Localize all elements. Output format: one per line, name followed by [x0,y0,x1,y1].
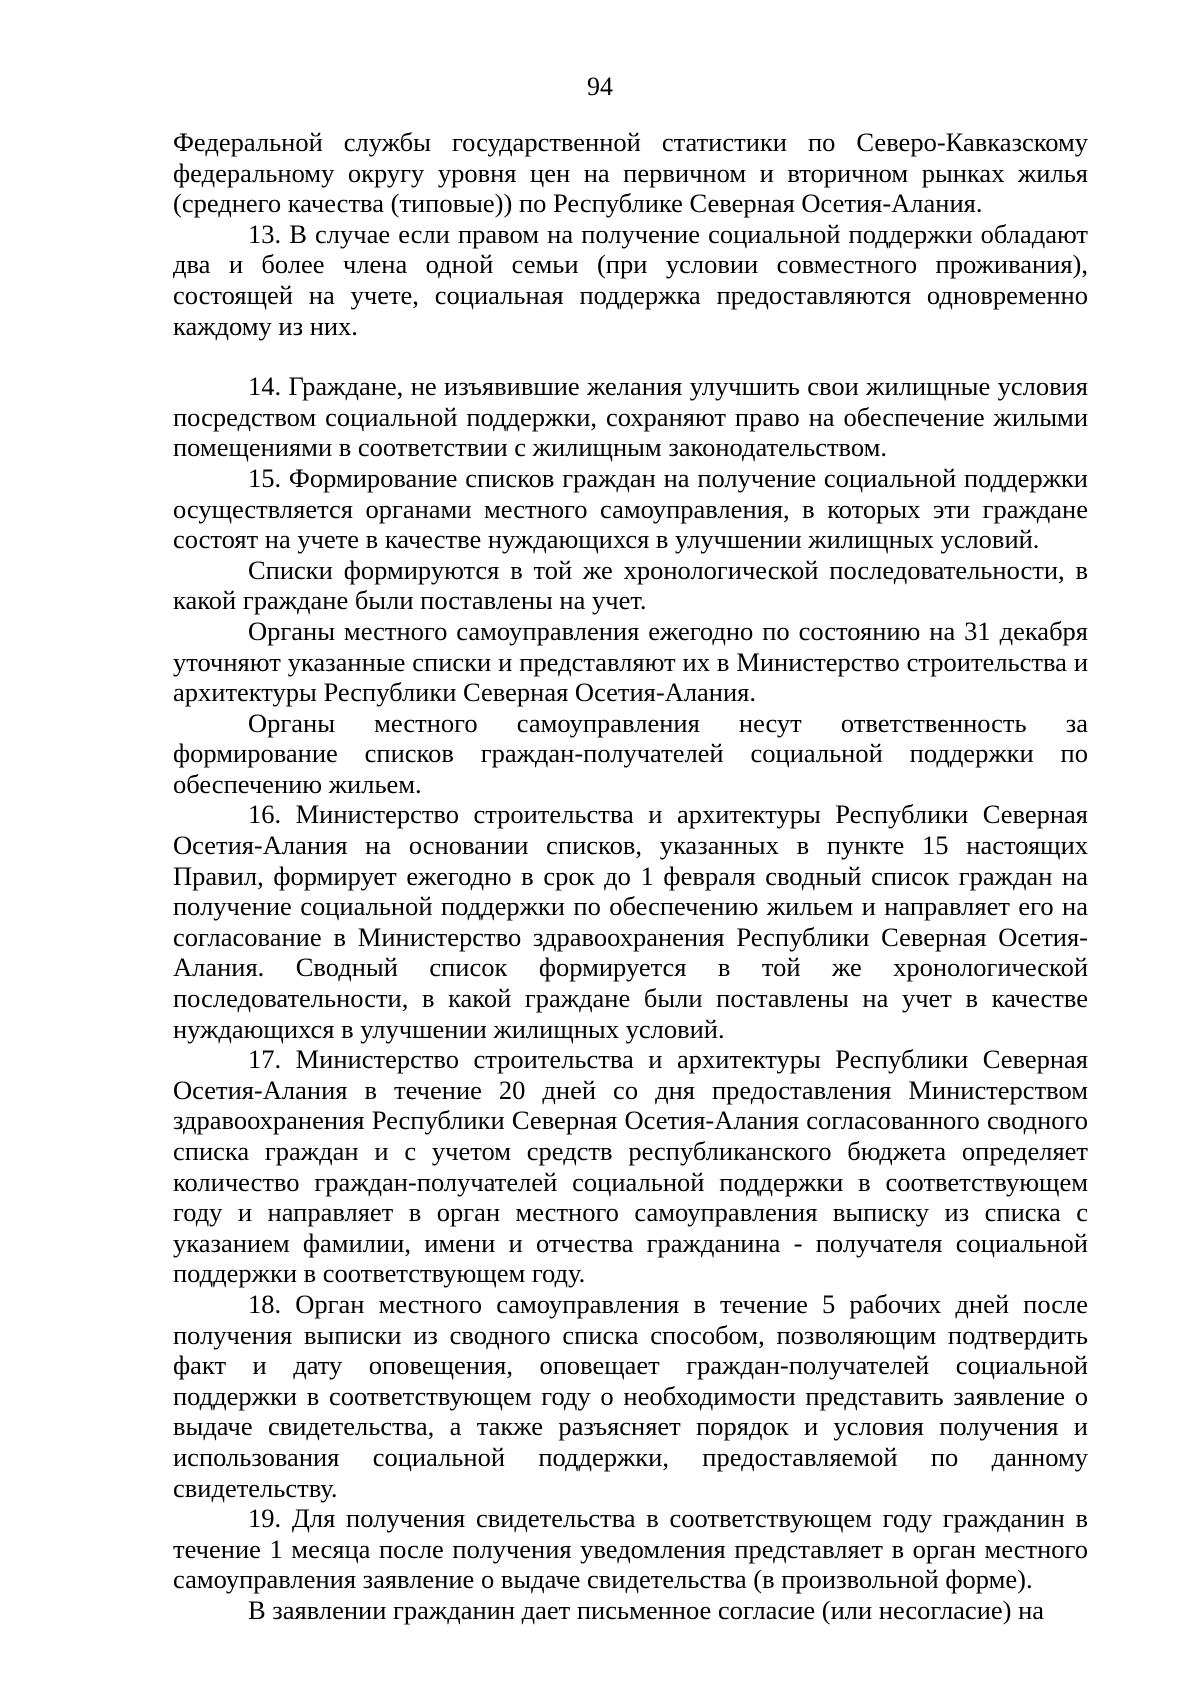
paragraph-lists-order: Списки формируются в той же хронологической последовательности, в какой граждане были поставлены на учет. [173,554,1088,616]
paragraph-item-13: 13. В случае если правом на получение социальной поддержки обладают два и более члена одной семьи (при условии совместного проживания), состоящей на учете, социальная поддержка предоставляются одновременно каждому из них. [173,218,1088,341]
paragraph-item-18: 18. Орган местного самоуправления в течение 5 рабочих дней после получения выписки из сводного списка способом, позволяющим подтвердить факт и дату оповещения, оповещает граждан-получателей социальной поддержки в соответствующем году о необходимости представить заявление о выдаче свидетельства, а также разъясняет порядок и условия получения и использования социальной поддержки, предоставляемой по данному свидетельству. [173,1288,1088,1503]
document-body [173,127,1088,1626]
paragraph-consent: В заявлении гражданин дает письменное согласие (или несогласие) на [248,1594,1045,1625]
paragraph-item-17: 17. Министерство строительства и архитектуры Республики Северная Осетия-Алания в течение 20 дней со дня предоставления Министерством здравоохранения Республики Северная Осетия-Алания согласованного сводного списка граждан и с учетом средств республиканского бюджета определяет количество граждан-получателей социальной поддержки в соответствующем году и направляет в орган местного самоуправления выписку из списка с указанием фамилии, имени и отчества гражданина - получателя социальной поддержки в соответствующем году. [173,1044,1088,1289]
paragraph-continuation: Федеральной службы государственной статистики по Северо-Кавказскому федеральному округу уровня цен на первичном и вторичном рынках жилья (среднего качества (типовые)) по Республике Северная Осетия-Алания. [173,127,1088,219]
page-number: 94 [587,72,613,101]
paragraph-responsibility: Органы местного самоуправления несут ответственность за формирование списков граждан-получателей социальной поддержки по обеспечению жильем. [173,707,1088,799]
paragraph-item-19: 19. Для получения свидетельства в соответствующем году гражданин в течение 1 месяца после получения уведомления представляет в орган местного самоуправления заявление о выдаче свидетельства (в произвольной форме). [173,1503,1088,1595]
paragraph-item-14: 14. Граждане, не изъявившие желания улучшить свои жилищные условия посредством социальной поддержки, сохраняют право на обеспечение жилыми помещениями в соответствии с жилищным законодательством. [173,371,1088,463]
paragraph-item-15: 15. Формирование списков граждан на получение социальной поддержки осуществляется органами местного самоуправления, в которых эти граждане состоят на учете в качестве нуждающихся в улучшении жилищных условий. [173,462,1088,555]
paragraph-lists-update: Органы местного самоуправления ежегодно по состоянию на 31 декабря уточняют указанные списки и представляют их в Министерство строительства и архитектуры Республики Северная Осетия-Алания. [173,615,1088,708]
paragraph-item-16: 16. Министерство строительства и архитектуры Республики Северная Осетия-Алания на основании списков, указанных в пункте 15 настоящих Правил, формирует ежегодно в срок до 1 февраля сводный список граждан на получение социальной поддержки по обеспечению жильем и направляет его на согласование в Министерство здравоохранения Республики Северная Осетия-Алания. Сводный список формируется в той же хронологической последовательности, в какой граждане были поставлены на учет в качестве нуждающихся в улучшении жилищных условий. [173,799,1088,1044]
